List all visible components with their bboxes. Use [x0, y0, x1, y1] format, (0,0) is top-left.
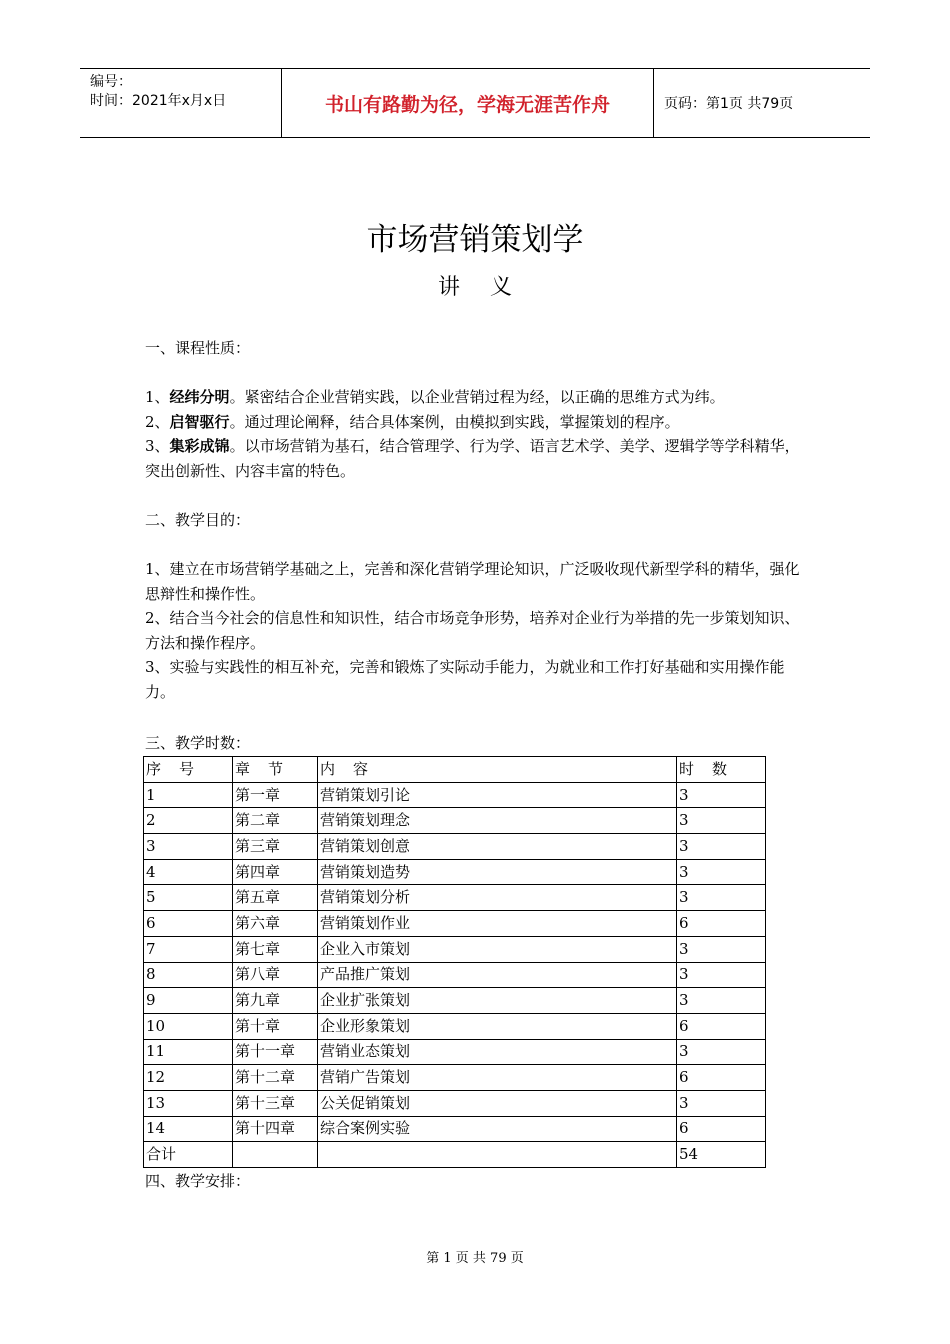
document-title: 市场营销策划学 [366, 222, 584, 258]
row-index: 4 [144, 859, 233, 885]
row-content: 产品推广策划 [318, 962, 677, 988]
section-heading: 一、课程性质： [145, 339, 251, 357]
nature-item-1: 1、经纬分明。紧密结合企业营销实践，以企业营销过程为经，以正确的思维方式为纬。 [145, 388, 725, 406]
row-hours: 3 [677, 808, 766, 834]
row-content: 企业入市策划 [318, 936, 677, 962]
row-hours: 3 [677, 1090, 766, 1116]
section-arrangement-heading: 四、教学安排： [145, 1172, 251, 1190]
row-chapter: 第四章 [233, 859, 318, 885]
table-row [144, 834, 766, 860]
header-page-code: 页码：第1页 共79页 [664, 96, 794, 112]
row-index: 13 [144, 1090, 233, 1116]
row-chapter: 第十三章 [233, 1090, 318, 1116]
row-hours: 6 [677, 1013, 766, 1039]
column-header-chapter: 章节 [233, 757, 318, 783]
row-chapter: 第十二章 [233, 1065, 318, 1091]
column-header-hours: 时数 [677, 757, 766, 783]
row-content: 企业扩张策划 [318, 988, 677, 1014]
row-chapter: 第八章 [233, 962, 318, 988]
row-chapter: 第三章 [233, 834, 318, 860]
row-chapter: 第六章 [233, 911, 318, 937]
row-content: 营销业态策划 [318, 1039, 677, 1065]
time-label: 时间：2021年x月x日 [90, 93, 227, 109]
row-chapter: 第五章 [233, 885, 318, 911]
purpose-item-2: 2、结合当今社会的信息性和知识性，结合市场竞争形势，培养对企业行为举措的先一步策划知识、方法和操作程序。 [145, 609, 800, 652]
hours-table [143, 756, 766, 1168]
header-meta [80, 69, 282, 137]
row-hours: 3 [677, 1039, 766, 1065]
row-index: 8 [144, 962, 233, 988]
row-index: 11 [144, 1039, 233, 1065]
total-label: 合计 [144, 1142, 233, 1168]
document-subtitle: 讲义 [437, 275, 542, 300]
table-row [144, 911, 766, 937]
row-chapter: 第十四章 [233, 1116, 318, 1142]
row-index: 2 [144, 808, 233, 834]
table-row [144, 859, 766, 885]
table-header-row [144, 757, 766, 783]
section-purpose [145, 508, 810, 704]
number-label: 编号： [90, 74, 132, 90]
table-row [144, 782, 766, 808]
row-index: 6 [144, 911, 233, 937]
row-hours: 6 [677, 1065, 766, 1091]
header-motto: 书山有路勤为径，学海无涯苦作舟 [282, 69, 654, 137]
table-row [144, 1090, 766, 1116]
purpose-item-1: 1、建立在市场营销学基础之上，完善和深化营销学理论知识，广泛吸收现代新型学科的精华，强化思辩性和操作性。 [145, 560, 800, 603]
row-hours: 3 [677, 782, 766, 808]
row-content: 营销策划造势 [318, 859, 677, 885]
row-hours: 3 [677, 988, 766, 1014]
page-header [80, 68, 870, 138]
table-row [144, 1013, 766, 1039]
row-content: 综合案例实验 [318, 1116, 677, 1142]
row-hours: 6 [677, 1116, 766, 1142]
nature-item-3: 3、集彩成锦。以市场营销为基石，结合管理学、行为学、语言艺术学、美学、逻辑学等学科精华，突出创新性、内容丰富的特色。 [145, 437, 800, 480]
section-heading: 二、教学目的： [145, 511, 251, 529]
row-content: 营销策划分析 [318, 885, 677, 911]
table-row [144, 962, 766, 988]
table-row [144, 1065, 766, 1091]
row-index: 14 [144, 1116, 233, 1142]
row-index: 12 [144, 1065, 233, 1091]
row-index: 5 [144, 885, 233, 911]
row-content: 企业形象策划 [318, 1013, 677, 1039]
row-content: 营销策划引论 [318, 782, 677, 808]
column-header-content: 内容 [318, 757, 677, 783]
total-empty-content [318, 1142, 677, 1168]
row-index: 3 [144, 834, 233, 860]
row-chapter: 第十一章 [233, 1039, 318, 1065]
row-content: 营销广告策划 [318, 1065, 677, 1091]
row-hours: 3 [677, 936, 766, 962]
table-row [144, 885, 766, 911]
section-hours-heading: 三、教学时数： [145, 734, 251, 752]
row-content: 营销策划作业 [318, 911, 677, 937]
table-row [144, 1116, 766, 1142]
row-chapter: 第二章 [233, 808, 318, 834]
row-content: 公关促销策划 [318, 1090, 677, 1116]
row-hours: 3 [677, 859, 766, 885]
row-hours: 3 [677, 962, 766, 988]
row-index: 9 [144, 988, 233, 1014]
table-row [144, 1039, 766, 1065]
row-content: 营销策划理念 [318, 808, 677, 834]
column-header-index: 序号 [144, 757, 233, 783]
purpose-item-3: 3、实验与实践性的相互补充，完善和锻炼了实际动手能力，为就业和工作打好基础和实用操作能力。 [145, 658, 785, 701]
row-index: 10 [144, 1013, 233, 1039]
row-index: 7 [144, 936, 233, 962]
row-index: 1 [144, 782, 233, 808]
row-hours: 3 [677, 834, 766, 860]
row-hours: 6 [677, 911, 766, 937]
total-value: 54 [677, 1142, 766, 1168]
table-row [144, 988, 766, 1014]
row-hours: 3 [677, 885, 766, 911]
nature-item-2: 2、启智驱行。通过理论阐释，结合具体案例，由模拟到实践，掌握策划的程序。 [145, 412, 680, 431]
section-nature [145, 336, 810, 483]
row-chapter: 第九章 [233, 988, 318, 1014]
row-content: 营销策划创意 [318, 834, 677, 860]
total-empty-chapter [233, 1142, 318, 1168]
row-chapter: 第七章 [233, 936, 318, 962]
table-row [144, 808, 766, 834]
page-footer: 第 1 页 共 79 页 [426, 1251, 524, 1266]
table-total-row [144, 1142, 766, 1168]
row-chapter: 第一章 [233, 782, 318, 808]
table-row [144, 936, 766, 962]
row-chapter: 第十章 [233, 1013, 318, 1039]
